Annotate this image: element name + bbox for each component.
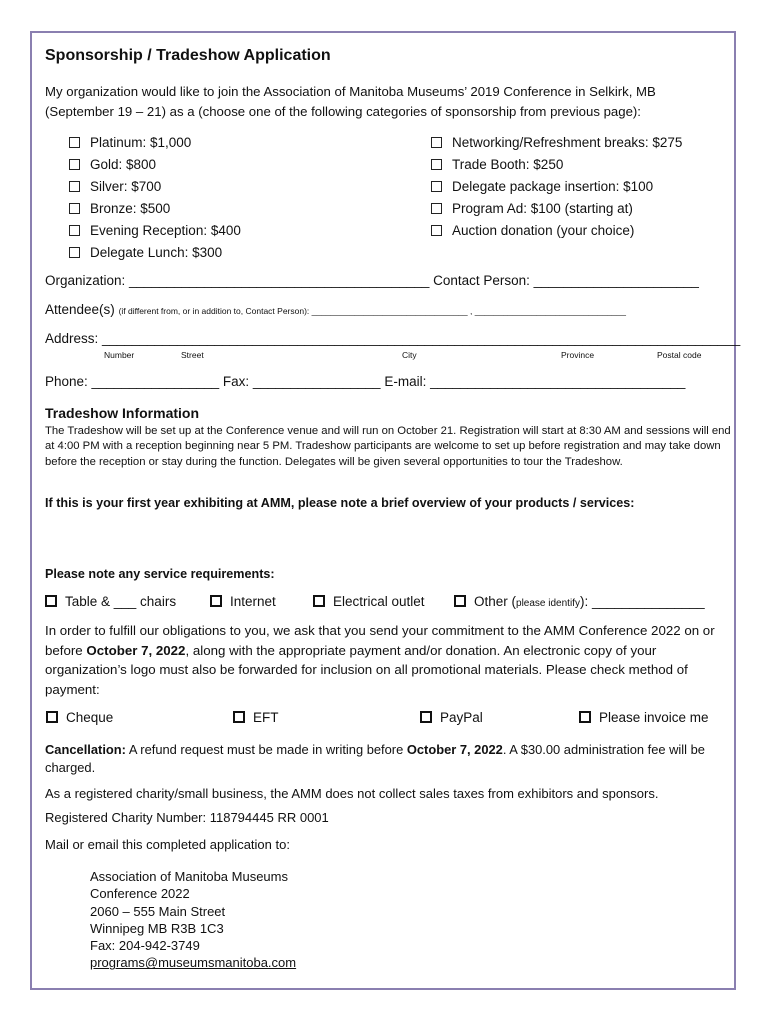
service-heading: Please note any service requirements: bbox=[45, 567, 275, 581]
attendee-field[interactable]: Attendee(s) (if different from, or in addition to, Contact Person): _________________________________ , ________________________________ bbox=[45, 302, 626, 317]
option-networking[interactable]: Networking/Refreshment breaks: $275 bbox=[431, 135, 682, 150]
checkbox[interactable] bbox=[579, 711, 591, 723]
address-postal-label: Postal code bbox=[657, 350, 702, 360]
cancellation-text: Cancellation: A refund request must be made in writing before October 7, 2022. A $30.00 administration fee will be charged. bbox=[45, 742, 705, 775]
email-link[interactable]: programs@museumsmanitoba.com bbox=[90, 955, 297, 971]
address-street-label: Street bbox=[181, 350, 204, 360]
form-title: Sponsorship / Tradeshow Application bbox=[45, 47, 331, 64]
mailing-address bbox=[90, 868, 296, 972]
option-platinum[interactable]: Platinum: $1,000 bbox=[69, 135, 191, 150]
option-delegate-lunch[interactable]: Delegate Lunch: $300 bbox=[69, 245, 222, 260]
payment-invoice[interactable]: Please invoice me bbox=[579, 710, 709, 725]
first-year-prompt: If this is your first year exhibiting at AMM, please note a brief overview of your products / services: bbox=[45, 496, 635, 510]
checkbox[interactable] bbox=[313, 595, 325, 607]
service-electrical[interactable]: Electrical outlet bbox=[313, 594, 425, 609]
checkbox[interactable] bbox=[431, 181, 442, 192]
option-trade-booth[interactable]: Trade Booth: $250 bbox=[431, 157, 563, 172]
payment-cheque[interactable]: Cheque bbox=[46, 710, 113, 725]
address-line: Conference 2022 bbox=[90, 886, 190, 902]
payment-eft[interactable]: EFT bbox=[233, 710, 279, 725]
option-evening-reception[interactable]: Evening Reception: $400 bbox=[69, 223, 241, 238]
option-gold[interactable]: Gold: $800 bbox=[69, 157, 156, 172]
address-city-label: City bbox=[402, 350, 417, 360]
organization-field[interactable]: Organization: ________________________________________ Contact Person: ______________________ bbox=[45, 273, 699, 288]
tradeshow-body: The Tradeshow will be set up at the Conference venue and will run on October 21. Registration will start at 8:30 AM and sessions will end at 4:00 PM with a reception beginning near 5 PM. Tradeshow participants are welcome to set up before registration and may take down before the reception or stay during the function. Delegates will be given several opportunities to tour the Tradeshow. bbox=[45, 425, 731, 468]
intro-text: My organization would like to join the Association of Manitoba Museums’ 2019 Conference in Selkirk, MB (September 19 – 21) as a (choose one of the following categories of sponsorship from previous page): bbox=[45, 84, 656, 119]
checkbox[interactable] bbox=[233, 711, 245, 723]
option-bronze[interactable]: Bronze: $500 bbox=[69, 201, 170, 216]
checkbox[interactable] bbox=[431, 137, 442, 148]
phone-fax-email-field[interactable]: Phone: _________________ Fax: _________________ E-mail: __________________________________ bbox=[45, 374, 686, 389]
checkbox[interactable] bbox=[69, 225, 80, 236]
checkbox[interactable] bbox=[69, 137, 80, 148]
option-delegate-package[interactable]: Delegate package insertion: $100 bbox=[431, 179, 653, 194]
option-silver[interactable]: Silver: $700 bbox=[69, 179, 161, 194]
payment-text: In order to fulfill our obligations to you, we ask that you send your commitment to the AMM Conference 2022 on or before October 7, 2022, along with the appropriate payment and/or donation. An electronic copy of your organization’s logo must also be forwarded for inclusion on all promotional materials. Please check method of payment: bbox=[45, 623, 715, 697]
option-auction-donation[interactable]: Auction donation (your choice) bbox=[431, 223, 634, 238]
checkbox[interactable] bbox=[45, 595, 57, 607]
address-field[interactable]: Address: _____________________________________________________________________________________ bbox=[45, 331, 741, 346]
service-table[interactable]: Table & ___ chairs bbox=[45, 594, 176, 609]
charity-note: As a registered charity/small business, the AMM does not collect sales taxes from exhibitors and sponsors. bbox=[45, 786, 659, 801]
service-internet[interactable]: Internet bbox=[210, 594, 276, 609]
mail-instruction: Mail or email this completed application to: bbox=[45, 837, 290, 852]
checkbox[interactable] bbox=[46, 711, 58, 723]
checkbox[interactable] bbox=[431, 159, 442, 170]
address-line: 2060 – 555 Main Street bbox=[90, 903, 226, 919]
checkbox[interactable] bbox=[420, 711, 432, 723]
checkbox[interactable] bbox=[69, 159, 80, 170]
payment-paypal[interactable]: PayPal bbox=[420, 710, 483, 725]
checkbox[interactable] bbox=[69, 181, 80, 192]
checkbox[interactable] bbox=[431, 203, 442, 214]
address-line: Winnipeg MB R3B 1C3 bbox=[90, 920, 224, 936]
checkbox[interactable] bbox=[69, 247, 80, 258]
service-other[interactable]: Other (please identify): _______________ bbox=[454, 594, 705, 609]
charity-number: Registered Charity Number: 118794445 RR 0001 bbox=[45, 810, 329, 825]
address-number-label: Number bbox=[104, 350, 135, 360]
address-fax: Fax: 204-942-3749 bbox=[90, 938, 200, 954]
option-program-ad[interactable]: Program Ad: $100 (starting at) bbox=[431, 201, 633, 216]
checkbox[interactable] bbox=[454, 595, 466, 607]
checkbox[interactable] bbox=[210, 595, 222, 607]
tradeshow-heading: Tradeshow Information bbox=[45, 405, 200, 421]
address-province-label: Province bbox=[561, 350, 595, 360]
checkbox[interactable] bbox=[69, 203, 80, 214]
checkbox[interactable] bbox=[431, 225, 442, 236]
address-line: Association of Manitoba Museums bbox=[90, 869, 288, 884]
